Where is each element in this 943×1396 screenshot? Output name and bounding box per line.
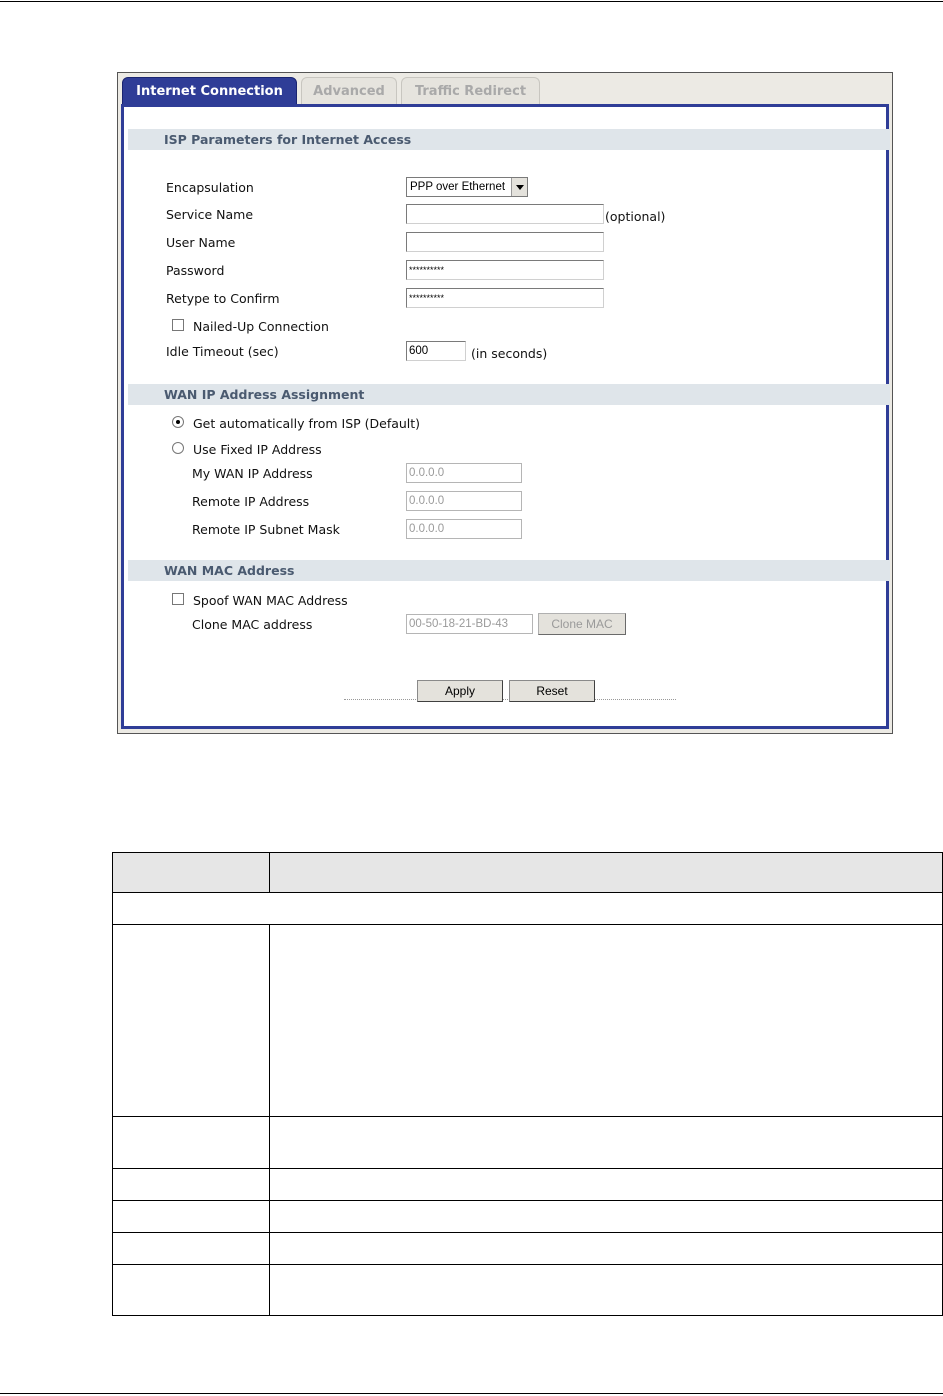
password-input[interactable]: **********: [406, 260, 604, 280]
spoof-mac-label: Spoof WAN MAC Address: [193, 593, 348, 608]
nailed-up-checkbox[interactable]: [172, 319, 184, 331]
chevron-down-icon[interactable]: [511, 178, 527, 196]
page-bottom-rule: [0, 1393, 943, 1394]
isp-section-header: ISP Parameters for Internet Access: [128, 129, 890, 150]
table-row: [112, 924, 270, 1117]
table-header-label: [112, 852, 270, 893]
description-table: [112, 852, 943, 1316]
wan-mac-section-header: WAN MAC Address: [128, 560, 890, 581]
tab-traffic-redirect[interactable]: Traffic Redirect: [401, 77, 540, 105]
remote-ip-input[interactable]: 0.0.0.0: [406, 491, 522, 511]
reset-button[interactable]: Reset: [509, 680, 595, 702]
clone-mac-input[interactable]: 00-50-18-21-BD-43: [406, 614, 533, 634]
apply-button[interactable]: Apply: [417, 680, 503, 702]
wan-ip-section-header: WAN IP Address Assignment: [128, 384, 890, 405]
user-name-input[interactable]: [406, 232, 604, 252]
remote-mask-input[interactable]: 0.0.0.0: [406, 519, 522, 539]
table-row: [112, 1200, 270, 1233]
table-row: [269, 1232, 943, 1265]
encapsulation-value: PPP over Ethernet: [410, 181, 506, 193]
idle-timeout-hint: (in seconds): [471, 346, 548, 361]
table-row: [112, 1116, 270, 1169]
table-row: [269, 924, 943, 1117]
idle-timeout-label: Idle Timeout (sec): [166, 344, 279, 359]
service-name-hint: (optional): [605, 209, 666, 224]
table-row: [112, 1232, 270, 1265]
nailed-up-label: Nailed-Up Connection: [193, 319, 329, 334]
clone-mac-label: Clone MAC address: [192, 617, 313, 632]
router-config-window: [117, 72, 893, 734]
user-name-label: User Name: [166, 235, 236, 250]
table-row: [112, 1264, 270, 1316]
table-section-row: [112, 892, 943, 925]
encapsulation-label: Encapsulation: [166, 180, 254, 195]
table-header-description: [269, 852, 943, 893]
settings-panel: [121, 104, 889, 729]
service-name-input[interactable]: [406, 204, 604, 224]
table-row: [269, 1168, 943, 1201]
table-row: [269, 1264, 943, 1316]
retype-password-label: Retype to Confirm: [166, 291, 280, 306]
fixed-ip-label: Use Fixed IP Address: [193, 442, 322, 457]
encapsulation-select[interactable]: [406, 177, 528, 197]
auto-ip-radio[interactable]: [172, 416, 184, 428]
fixed-ip-radio[interactable]: [172, 442, 184, 454]
spoof-mac-checkbox[interactable]: [172, 593, 184, 605]
remote-ip-label: Remote IP Address: [192, 494, 310, 509]
auto-ip-label: Get automatically from ISP (Default): [193, 416, 421, 431]
retype-password-input[interactable]: **********: [406, 288, 604, 308]
service-name-label: Service Name: [166, 207, 254, 222]
my-wan-ip-label: My WAN IP Address: [192, 466, 313, 481]
tab-advanced[interactable]: Advanced: [301, 77, 397, 105]
table-row: [269, 1200, 943, 1233]
my-wan-ip-input[interactable]: 0.0.0.0: [406, 463, 522, 483]
clone-mac-button[interactable]: Clone MAC: [538, 613, 626, 635]
table-row: [112, 1168, 270, 1201]
idle-timeout-input[interactable]: 600: [406, 341, 466, 361]
page-top-rule: [0, 1, 943, 2]
table-row: [269, 1116, 943, 1169]
tab-internet-connection[interactable]: Internet Connection: [122, 77, 297, 105]
remote-mask-label: Remote IP Subnet Mask: [192, 522, 340, 537]
password-label: Password: [166, 263, 225, 278]
